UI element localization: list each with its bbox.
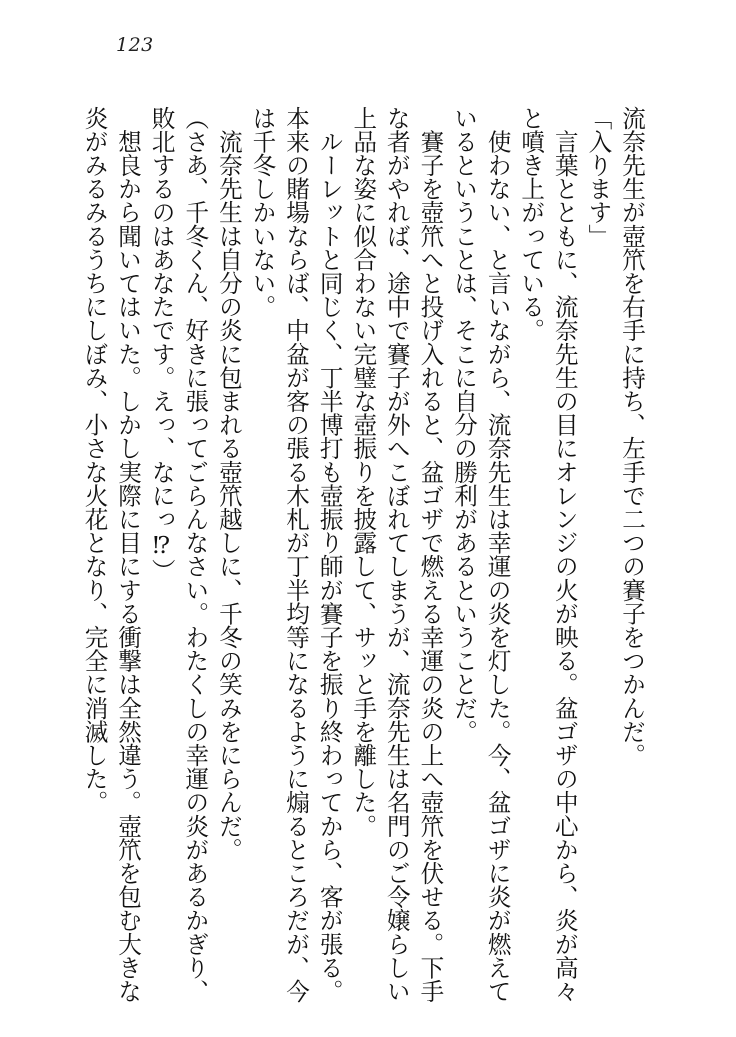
- text-line: ルーレットと同じく、丁半博打も壺振り師が賽子を振り終わってから、客が張る。: [315, 106, 344, 1003]
- text-line: 上品な姿に似合わない完璧な壺振りを披露して、サッと手を離した。: [349, 106, 378, 838]
- text-line: 本来の賭場ならば、中盆が客の張る木札が丁半均等になるように煽るところだが、今: [282, 106, 311, 1003]
- text-line: （さあ、千冬くん、好きに張ってごらんなさい。わたくしの幸運の炎があるかぎり、: [181, 106, 210, 1003]
- page-number: 123: [116, 34, 154, 56]
- text-line: な者がやれば、途中で賽子が外へこぼれてしまうが、流奈先生は名門のご令嬢らしい: [382, 106, 411, 1003]
- text-line: 想良から聞いてはいた。しかし実際に目にする衝撃は全然違う。壺笊を包む大きな: [114, 106, 143, 1003]
- text-line: 敗北するのはあなたです。えっ、なにっ⁉）: [147, 106, 176, 583]
- text-line: いるということは、そこに自分の勝利があるということだ。: [450, 106, 479, 744]
- text-line: 使わない、と言いながら、流奈先生は幸運の炎を灯した。今、盆ゴザに炎が燃えて: [483, 106, 512, 1003]
- text-line: と噴き上がっている。: [517, 106, 546, 342]
- text-line: 流奈先生が壺笊を右手に持ち、左手で二つの賽子をつかんだ。: [618, 106, 646, 767]
- text-line: 「入ります」: [584, 106, 613, 248]
- text-line: 言葉とともに、流奈先生の目にオレンジの火が映る。盆ゴザの中心から、炎が高々: [550, 106, 579, 1003]
- text-line: は千冬しかいない。: [248, 106, 277, 319]
- text-line: 賽子を壺笊へと投げ入れると、盆ゴザで燃える幸運の炎の上へ壺笊を伏せる。下手: [416, 106, 445, 1003]
- text-line: 炎がみるみるうちにしぼみ、小さな火花となり、完全に消滅した。: [80, 106, 109, 814]
- vertical-body-text: [77, 106, 648, 1003]
- text-line: 流奈先生は自分の炎に包まれる壺笊越しに、千冬の笑みをにらんだ。: [214, 106, 243, 862]
